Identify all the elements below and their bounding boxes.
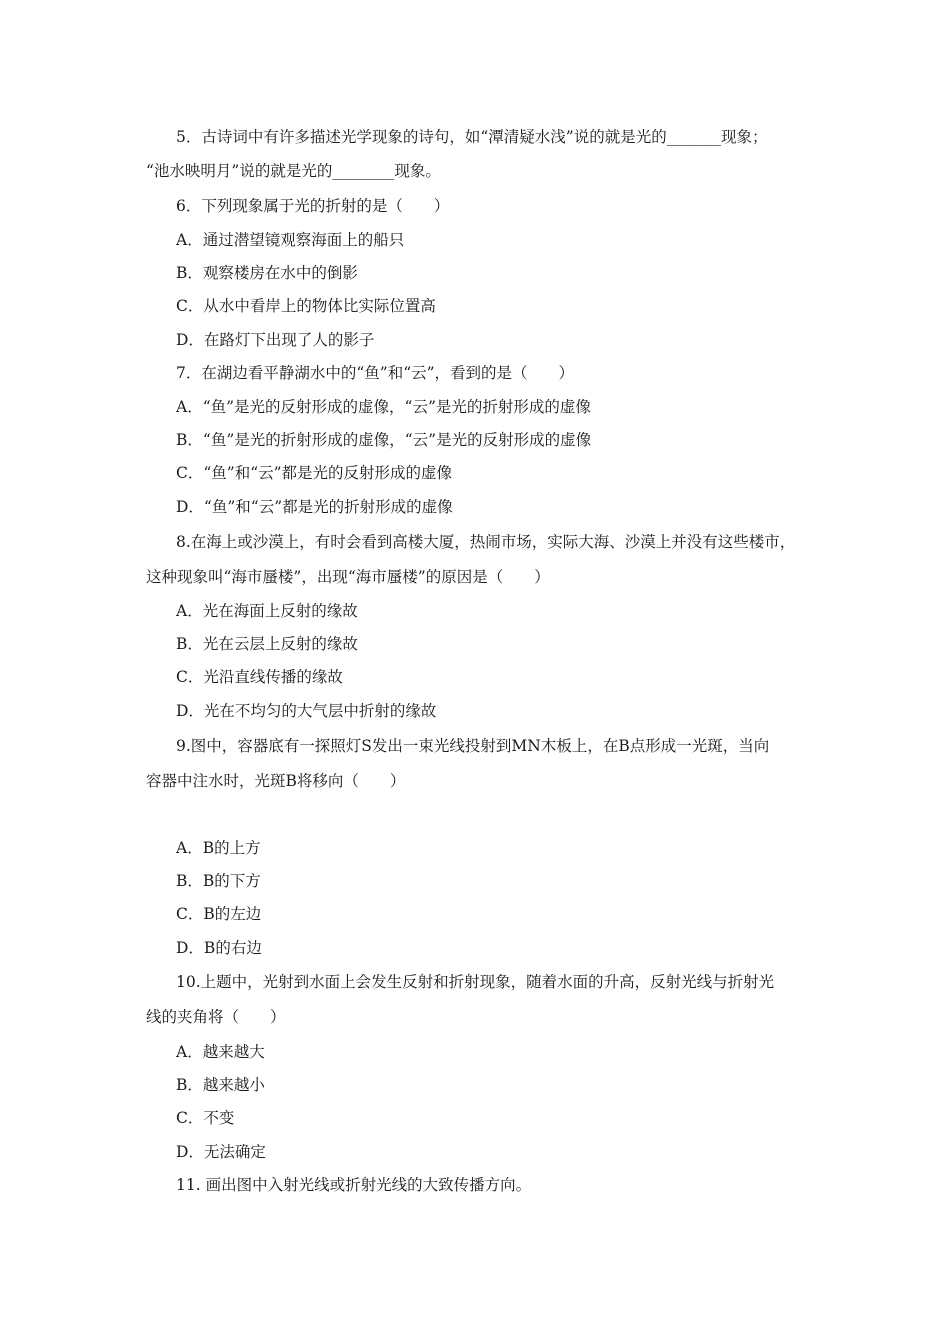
q10-line-2: 线的夹角将（ ）	[146, 1008, 286, 1026]
q6-option-c: C．从水中看岸上的物体比实际位置高	[176, 297, 436, 315]
q10-line-1: 10.上题中，光射到水面上会发生反射和折射现象，随着水面的升高，反射光线与折射光	[176, 973, 775, 991]
q7-option-d: D．“鱼”和“云”都是光的折射形成的虚像	[176, 498, 453, 516]
q8-line-2: 这种现象叫“海市蜃楼”，出现“海市蜃楼”的原因是（ ）	[146, 568, 550, 586]
q5-line-1: 5．古诗词中有许多描述光学现象的诗句，如“潭清疑水浅”说的就是光的_______现象；	[176, 128, 768, 146]
q6-option-d: D．在路灯下出现了人的影子	[176, 331, 375, 349]
q6-stem: 6．下列现象属于光的折射的是（ ）	[176, 197, 450, 215]
q8-option-d: D．光在不均匀的大气层中折射的缘故	[176, 702, 437, 720]
q9-option-b: B．B的下方	[176, 872, 261, 890]
q10-option-b: B．越来越小	[176, 1076, 265, 1094]
q8-option-c: C．光沿直线传播的缘故	[176, 668, 343, 686]
q10-option-a: A．越来越大	[176, 1043, 265, 1061]
q9-option-d: D．B的右边	[176, 939, 262, 957]
q10-option-c: C．不变	[176, 1109, 235, 1127]
q6-option-b: B．观察楼房在水中的倒影	[176, 264, 358, 282]
q7-option-a: A．“鱼”是光的反射形成的虚像，“云”是光的折射形成的虚像	[176, 398, 591, 416]
q9-option-c: C．B的左边	[176, 905, 262, 923]
q8-line-1: 8.在海上或沙漠上，有时会看到高楼大厦，热闹市场，实际大海、沙漠上并没有这些楼市，	[176, 533, 796, 551]
q8-option-a: A．光在海面上反射的缘故	[176, 602, 358, 620]
q9-line-1: 9.图中，容器底有一探照灯S发出一束光线投射到MN木板上，在B点形成一光斑，当向	[176, 737, 770, 755]
q7-stem: 7．在湖边看平静湖水中的“鱼”和“云”，看到的是（ ）	[176, 364, 575, 382]
q9-line-2: 容器中注水时，光斑B将移向（ ）	[146, 772, 406, 790]
q7-option-b: B．“鱼”是光的折射形成的虚像，“云”是光的反射形成的虚像	[176, 431, 592, 449]
q11-stem: 11. 画出图中入射光线或折射光线的大致传播方向。	[176, 1176, 532, 1194]
q6-option-a: A．通过潜望镜观察海面上的船只	[176, 231, 405, 249]
q5-line-2: “池水映明月”说的就是光的________现象。	[146, 162, 441, 180]
q8-option-b: B．光在云层上反射的缘故	[176, 635, 358, 653]
q7-option-c: C．“鱼”和“云”都是光的反射形成的虚像	[176, 464, 453, 482]
q10-option-d: D．无法确定	[176, 1143, 266, 1161]
q9-option-a: A．B的上方	[176, 839, 261, 857]
